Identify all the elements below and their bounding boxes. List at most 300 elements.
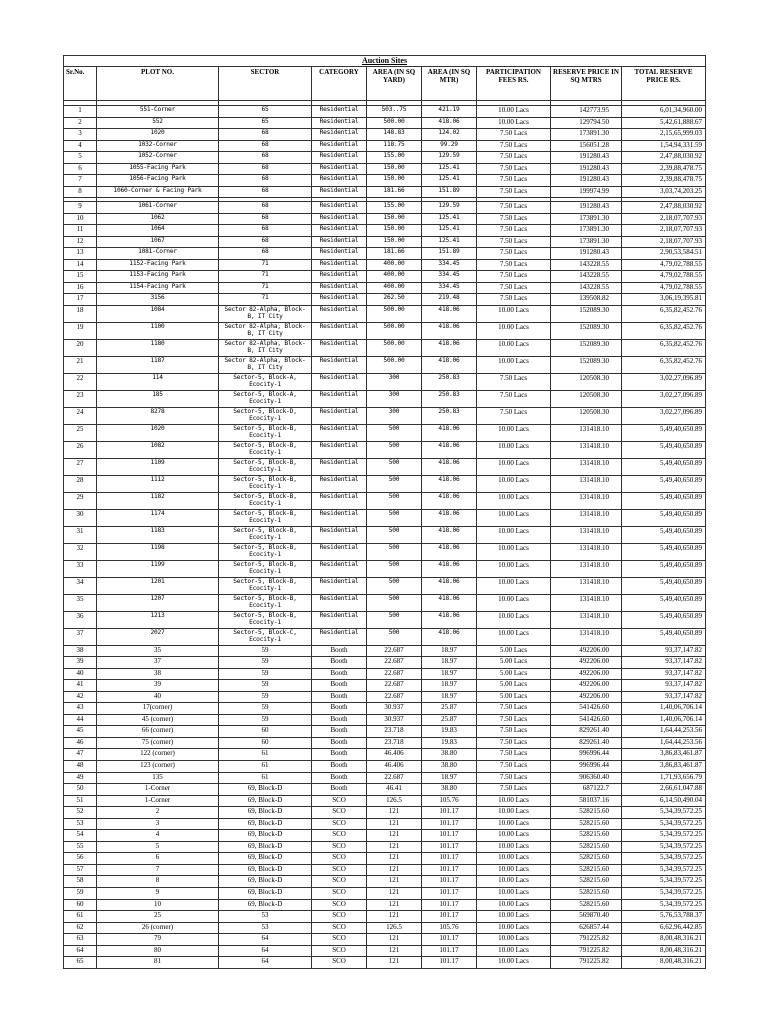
area-sq-yard-cell: 30.937 xyxy=(367,714,422,726)
column-header: Sr.No. xyxy=(64,67,97,101)
category-cell: SCO xyxy=(312,876,367,888)
area-sq-yard-cell: 181.66 xyxy=(367,248,422,260)
participation-fee-cell: 10.00 Lacs xyxy=(477,441,551,458)
reserve-price-cell: 528215.60 xyxy=(551,864,622,876)
plot-no-cell: 9 xyxy=(97,887,219,899)
reserve-price-cell: 191280.43 xyxy=(551,175,622,187)
area-sq-mtr-cell: 418.06 xyxy=(422,322,477,339)
reserve-price-cell: 541426.60 xyxy=(551,714,622,726)
category-cell: SCO xyxy=(312,830,367,842)
plot-no-cell: 1-Corner xyxy=(97,784,219,796)
total-reserve-price-cell: 5,49,40,650.89 xyxy=(622,594,706,611)
sr-no-cell: 46 xyxy=(64,737,97,749)
area-sq-yard-cell: 500 xyxy=(367,509,422,526)
reserve-price-cell: 131418.10 xyxy=(551,475,622,492)
category-cell: Residential xyxy=(312,225,367,237)
area-sq-yard-cell: 150.00 xyxy=(367,236,422,248)
column-header: CATEGORY xyxy=(312,67,367,101)
sector-cell: Sector-5, Block-B, Ecocity-1 xyxy=(219,509,312,526)
area-sq-yard-cell: 121 xyxy=(367,957,422,969)
plot-no-cell: 40 xyxy=(97,691,219,703)
total-reserve-price-cell: 3,02,27,096.89 xyxy=(622,373,706,390)
sr-no-cell: 37 xyxy=(64,628,97,645)
table-row xyxy=(64,373,706,390)
category-cell: Residential xyxy=(312,560,367,577)
area-sq-yard-cell: 500 xyxy=(367,611,422,628)
participation-fee-cell: 10.00 Lacs xyxy=(477,611,551,628)
sector-cell: Sector-5, Block-A, Ecocity-1 xyxy=(219,373,312,390)
sector-cell: 68 xyxy=(219,163,312,175)
participation-fee-cell: 10.00 Lacs xyxy=(477,830,551,842)
area-sq-mtr-cell: 125.41 xyxy=(422,175,477,187)
sector-cell: 53 xyxy=(219,911,312,923)
participation-fee-cell: 10.00 Lacs xyxy=(477,458,551,475)
reserve-price-cell: 120508.30 xyxy=(551,373,622,390)
participation-fee-cell: 7.50 Lacs xyxy=(477,703,551,715)
area-sq-yard-cell: 300 xyxy=(367,407,422,424)
total-reserve-price-cell: 93,37,147.82 xyxy=(622,645,706,657)
area-sq-yard-cell: 181.66 xyxy=(367,186,422,198)
plot-no-cell: 45 (corner) xyxy=(97,714,219,726)
sr-no-cell: 47 xyxy=(64,749,97,761)
participation-fee-cell: 10.00 Lacs xyxy=(477,899,551,911)
total-reserve-price-cell: 5,34,39,572.25 xyxy=(622,830,706,842)
area-sq-yard-cell: 22.687 xyxy=(367,680,422,692)
table-row xyxy=(64,441,706,458)
table-row xyxy=(64,407,706,424)
area-sq-yard-cell: 300 xyxy=(367,373,422,390)
area-sq-mtr-cell: 101.17 xyxy=(422,830,477,842)
reserve-price-cell: 528215.60 xyxy=(551,841,622,853)
participation-fee-cell: 7.50 Lacs xyxy=(477,282,551,294)
total-reserve-price-cell: 5,49,40,650.89 xyxy=(622,475,706,492)
category-cell: Residential xyxy=(312,186,367,198)
reserve-price-cell: 528215.60 xyxy=(551,807,622,819)
plot-no-cell: 35 xyxy=(97,645,219,657)
plot-no-cell: 122 (corner) xyxy=(97,749,219,761)
category-cell: SCO xyxy=(312,841,367,853)
sector-cell: 69, Block-D xyxy=(219,807,312,819)
total-reserve-price-cell: 6,35,82,452.76 xyxy=(622,356,706,373)
sr-no-cell: 5 xyxy=(64,152,97,164)
area-sq-yard-cell: 121 xyxy=(367,876,422,888)
plot-no-cell: 1-Corner xyxy=(97,795,219,807)
participation-fee-cell: 10.00 Lacs xyxy=(477,887,551,899)
sr-no-cell: 49 xyxy=(64,772,97,784)
category-cell: Residential xyxy=(312,509,367,526)
table-row xyxy=(64,509,706,526)
total-reserve-price-cell: 1,64,44,253.56 xyxy=(622,737,706,749)
reserve-price-cell: 152089.30 xyxy=(551,305,622,322)
table-row xyxy=(64,645,706,657)
category-cell: Residential xyxy=(312,282,367,294)
area-sq-mtr-cell: 105.76 xyxy=(422,795,477,807)
sector-cell: 60 xyxy=(219,726,312,738)
table-row xyxy=(64,668,706,680)
column-header: AREA (IN SQ YARD) xyxy=(367,67,422,101)
plot-no-cell: 1109 xyxy=(97,458,219,475)
table-row xyxy=(64,282,706,294)
sr-no-cell: 51 xyxy=(64,795,97,807)
table-row xyxy=(64,934,706,946)
area-sq-mtr-cell: 250.83 xyxy=(422,390,477,407)
total-reserve-price-cell: 5,49,40,650.89 xyxy=(622,526,706,543)
sector-cell: Sector-5, Block-B, Ecocity-1 xyxy=(219,611,312,628)
sector-cell: Sector-5, Block-B, Ecocity-1 xyxy=(219,560,312,577)
area-sq-yard-cell: 155.00 xyxy=(367,152,422,164)
reserve-price-cell: 152089.30 xyxy=(551,322,622,339)
sr-no-cell: 54 xyxy=(64,830,97,842)
participation-fee-cell: 10.00 Lacs xyxy=(477,106,551,118)
sector-cell: 68 xyxy=(219,129,312,141)
category-cell: Residential xyxy=(312,213,367,225)
sr-no-cell: 1 xyxy=(64,106,97,118)
area-sq-yard-cell: 121 xyxy=(367,887,422,899)
sr-no-cell: 43 xyxy=(64,703,97,715)
table-body xyxy=(64,101,706,969)
sector-cell: 71 xyxy=(219,259,312,271)
area-sq-yard-cell: 262.50 xyxy=(367,294,422,306)
sector-cell: 69, Block-D xyxy=(219,818,312,830)
participation-fee-cell: 7.50 Lacs xyxy=(477,163,551,175)
plot-no-cell: 1020 xyxy=(97,129,219,141)
participation-fee-cell: 7.50 Lacs xyxy=(477,213,551,225)
table-row xyxy=(64,475,706,492)
area-sq-yard-cell: 400.00 xyxy=(367,282,422,294)
category-cell: Booth xyxy=(312,714,367,726)
area-sq-yard-cell: 500 xyxy=(367,458,422,475)
area-sq-yard-cell: 300 xyxy=(367,390,422,407)
category-cell: Booth xyxy=(312,657,367,669)
plot-no-cell: 2027 xyxy=(97,628,219,645)
table-row xyxy=(64,140,706,152)
category-cell: SCO xyxy=(312,818,367,830)
total-reserve-price-cell: 2,47,88,030.92 xyxy=(622,152,706,164)
category-cell: SCO xyxy=(312,934,367,946)
sector-cell: 68 xyxy=(219,248,312,260)
total-reserve-price-cell: 93,37,147.82 xyxy=(622,657,706,669)
table-row xyxy=(64,784,706,796)
reserve-price-cell: 492206.00 xyxy=(551,691,622,703)
table-row xyxy=(64,458,706,475)
sr-no-cell: 24 xyxy=(64,407,97,424)
area-sq-mtr-cell: 19.83 xyxy=(422,726,477,738)
plot-no-cell: 6 xyxy=(97,853,219,865)
sr-no-cell: 41 xyxy=(64,680,97,692)
category-cell: Booth xyxy=(312,680,367,692)
participation-fee-cell: 10.00 Lacs xyxy=(477,876,551,888)
area-sq-mtr-cell: 38.80 xyxy=(422,784,477,796)
participation-fee-cell: 10.00 Lacs xyxy=(477,795,551,807)
reserve-price-cell: 143228.55 xyxy=(551,271,622,283)
area-sq-mtr-cell: 101.17 xyxy=(422,876,477,888)
area-sq-mtr-cell: 18.97 xyxy=(422,680,477,692)
area-sq-yard-cell: 118.75 xyxy=(367,140,422,152)
sector-cell: 65 xyxy=(219,117,312,129)
plot-no-cell: 1213 xyxy=(97,611,219,628)
total-reserve-price-cell: 5,34,39,572.25 xyxy=(622,864,706,876)
participation-fee-cell: 7.50 Lacs xyxy=(477,236,551,248)
category-cell: Booth xyxy=(312,772,367,784)
area-sq-mtr-cell: 418.06 xyxy=(422,577,477,594)
total-reserve-price-cell: 2,39,88,478.75 xyxy=(622,175,706,187)
area-sq-mtr-cell: 418.06 xyxy=(422,509,477,526)
category-cell: SCO xyxy=(312,922,367,934)
table-row xyxy=(64,492,706,509)
participation-fee-cell: 10.00 Lacs xyxy=(477,356,551,373)
table-title: Auction Sites xyxy=(63,55,706,66)
sr-no-cell: 25 xyxy=(64,424,97,441)
area-sq-mtr-cell: 219.48 xyxy=(422,294,477,306)
plot-no-cell: 1056-Facing Park xyxy=(97,175,219,187)
sr-no-cell: 39 xyxy=(64,657,97,669)
area-sq-yard-cell: 500.00 xyxy=(367,305,422,322)
sr-no-cell: 53 xyxy=(64,818,97,830)
sr-no-cell: 32 xyxy=(64,543,97,560)
plot-no-cell: 1183 xyxy=(97,526,219,543)
table-row xyxy=(64,760,706,772)
participation-fee-cell: 10.00 Lacs xyxy=(477,922,551,934)
area-sq-yard-cell: 500.00 xyxy=(367,356,422,373)
reserve-price-cell: 791225.82 xyxy=(551,945,622,957)
reserve-price-cell: 173891.30 xyxy=(551,236,622,248)
sector-cell: 71 xyxy=(219,294,312,306)
area-sq-yard-cell: 121 xyxy=(367,934,422,946)
plot-no-cell: 1201 xyxy=(97,577,219,594)
table-row xyxy=(64,703,706,715)
area-sq-yard-cell: 500 xyxy=(367,577,422,594)
area-sq-yard-cell: 22.687 xyxy=(367,772,422,784)
area-sq-yard-cell: 150.00 xyxy=(367,213,422,225)
table-row xyxy=(64,864,706,876)
category-cell: SCO xyxy=(312,864,367,876)
sector-cell: 60 xyxy=(219,737,312,749)
reserve-price-cell: 492206.00 xyxy=(551,668,622,680)
participation-fee-cell: 7.50 Lacs xyxy=(477,749,551,761)
area-sq-yard-cell: 121 xyxy=(367,830,422,842)
area-sq-mtr-cell: 101.17 xyxy=(422,934,477,946)
auction-sites-table xyxy=(63,55,706,969)
reserve-price-cell: 156051.28 xyxy=(551,140,622,152)
participation-fee-cell: 10.00 Lacs xyxy=(477,818,551,830)
category-cell: Residential xyxy=(312,129,367,141)
table-row xyxy=(64,680,706,692)
table-row xyxy=(64,186,706,198)
total-reserve-price-cell: 5,34,39,572.25 xyxy=(622,841,706,853)
total-reserve-price-cell: 5,42,61,888.67 xyxy=(622,117,706,129)
plot-no-cell: 1062 xyxy=(97,213,219,225)
area-sq-mtr-cell: 151.89 xyxy=(422,248,477,260)
plot-no-cell: 1174 xyxy=(97,509,219,526)
sector-cell: Sector 82-Alpha, Block-B, IT City xyxy=(219,339,312,356)
table-row xyxy=(64,322,706,339)
sector-cell: 69, Block-D xyxy=(219,853,312,865)
plot-no-cell: 1112 xyxy=(97,475,219,492)
plot-no-cell: 123 (corner) xyxy=(97,760,219,772)
total-reserve-price-cell: 6,01,34,960.00 xyxy=(622,106,706,118)
sr-no-cell: 19 xyxy=(64,322,97,339)
table-row xyxy=(64,957,706,969)
participation-fee-cell: 5.00 Lacs xyxy=(477,680,551,692)
total-reserve-price-cell: 1,40,06,706.14 xyxy=(622,714,706,726)
sector-cell: 68 xyxy=(219,213,312,225)
plot-no-cell: 39 xyxy=(97,680,219,692)
area-sq-yard-cell: 121 xyxy=(367,807,422,819)
table-row xyxy=(64,611,706,628)
total-reserve-price-cell: 5,49,40,650.89 xyxy=(622,509,706,526)
sr-no-cell: 23 xyxy=(64,390,97,407)
table-row xyxy=(64,594,706,611)
area-sq-yard-cell: 121 xyxy=(367,899,422,911)
total-reserve-price-cell: 2,39,88,478.75 xyxy=(622,163,706,175)
sr-no-cell: 18 xyxy=(64,305,97,322)
area-sq-mtr-cell: 250.83 xyxy=(422,373,477,390)
plot-no-cell: 1198 xyxy=(97,543,219,560)
reserve-price-cell: 131418.10 xyxy=(551,611,622,628)
category-cell: Residential xyxy=(312,407,367,424)
category-cell: Residential xyxy=(312,236,367,248)
header-row xyxy=(64,67,706,101)
plot-no-cell: 66 (corner) xyxy=(97,726,219,738)
area-sq-yard-cell: 121 xyxy=(367,864,422,876)
participation-fee-cell: 10.00 Lacs xyxy=(477,526,551,543)
table-row xyxy=(64,772,706,784)
area-sq-yard-cell: 500 xyxy=(367,475,422,492)
reserve-price-cell: 581037.16 xyxy=(551,795,622,807)
total-reserve-price-cell: 4,79,02,788.55 xyxy=(622,282,706,294)
reserve-price-cell: 528215.60 xyxy=(551,818,622,830)
table-row xyxy=(64,225,706,237)
participation-fee-cell: 10.00 Lacs xyxy=(477,957,551,969)
sr-no-cell: 45 xyxy=(64,726,97,738)
sector-cell: Sector 82-Alpha, Block-B, IT City xyxy=(219,305,312,322)
total-reserve-price-cell: 5,49,40,650.89 xyxy=(622,560,706,577)
plot-no-cell: 1064 xyxy=(97,225,219,237)
area-sq-mtr-cell: 418.06 xyxy=(422,611,477,628)
table-row xyxy=(64,152,706,164)
plot-no-cell: 1082 xyxy=(97,441,219,458)
area-sq-mtr-cell: 334.45 xyxy=(422,282,477,294)
participation-fee-cell: 7.50 Lacs xyxy=(477,186,551,198)
total-reserve-price-cell: 5,49,40,650.89 xyxy=(622,611,706,628)
category-cell: Residential xyxy=(312,294,367,306)
participation-fee-cell: 5.00 Lacs xyxy=(477,657,551,669)
total-reserve-price-cell: 6,35,82,452.76 xyxy=(622,322,706,339)
area-sq-yard-cell: 148.83 xyxy=(367,129,422,141)
area-sq-yard-cell: 500.00 xyxy=(367,339,422,356)
reserve-price-cell: 131418.10 xyxy=(551,560,622,577)
reserve-price-cell: 541426.60 xyxy=(551,703,622,715)
reserve-price-cell: 996996.44 xyxy=(551,749,622,761)
area-sq-mtr-cell: 418.06 xyxy=(422,526,477,543)
reserve-price-cell: 492206.00 xyxy=(551,680,622,692)
reserve-price-cell: 528215.60 xyxy=(551,830,622,842)
sector-cell: 65 xyxy=(219,106,312,118)
category-cell: Residential xyxy=(312,577,367,594)
reserve-price-cell: 996996.44 xyxy=(551,760,622,772)
participation-fee-cell: 10.00 Lacs xyxy=(477,853,551,865)
plot-no-cell: 80 xyxy=(97,945,219,957)
table-row xyxy=(64,213,706,225)
table-row xyxy=(64,691,706,703)
area-sq-yard-cell: 126.5 xyxy=(367,922,422,934)
sr-no-cell: 28 xyxy=(64,475,97,492)
column-header: SECTOR xyxy=(219,67,312,101)
category-cell: Booth xyxy=(312,737,367,749)
total-reserve-price-cell: 2,18,07,707.93 xyxy=(622,225,706,237)
participation-fee-cell: 7.50 Lacs xyxy=(477,140,551,152)
area-sq-yard-cell: 400.00 xyxy=(367,259,422,271)
plot-no-cell: 1055-Facing Park xyxy=(97,163,219,175)
reserve-price-cell: 120508.30 xyxy=(551,407,622,424)
table-row xyxy=(64,726,706,738)
participation-fee-cell: 7.50 Lacs xyxy=(477,202,551,214)
plot-no-cell: 5 xyxy=(97,841,219,853)
category-cell: SCO xyxy=(312,795,367,807)
area-sq-yard-cell: 500.00 xyxy=(367,322,422,339)
category-cell: Residential xyxy=(312,390,367,407)
total-reserve-price-cell: 6,35,82,452.76 xyxy=(622,339,706,356)
area-sq-yard-cell: 500 xyxy=(367,628,422,645)
category-cell: Residential xyxy=(312,492,367,509)
total-reserve-price-cell: 2,18,07,707.93 xyxy=(622,236,706,248)
total-reserve-price-cell: 5,34,39,572.25 xyxy=(622,818,706,830)
area-sq-yard-cell: 150.00 xyxy=(367,175,422,187)
participation-fee-cell: 10.00 Lacs xyxy=(477,945,551,957)
sr-no-cell: 11 xyxy=(64,225,97,237)
sr-no-cell: 27 xyxy=(64,458,97,475)
sector-cell: 69, Block-D xyxy=(219,795,312,807)
area-sq-yard-cell: 22.687 xyxy=(367,668,422,680)
category-cell: SCO xyxy=(312,945,367,957)
participation-fee-cell: 7.50 Lacs xyxy=(477,737,551,749)
participation-fee-cell: 10.00 Lacs xyxy=(477,117,551,129)
sr-no-cell: 30 xyxy=(64,509,97,526)
table-row xyxy=(64,922,706,934)
category-cell: Booth xyxy=(312,784,367,796)
area-sq-mtr-cell: 418.06 xyxy=(422,305,477,322)
reserve-price-cell: 173891.30 xyxy=(551,225,622,237)
table-row xyxy=(64,714,706,726)
table-row xyxy=(64,737,706,749)
plot-no-cell: 1182 xyxy=(97,492,219,509)
total-reserve-price-cell: 5,49,40,650.89 xyxy=(622,441,706,458)
category-cell: Booth xyxy=(312,749,367,761)
sector-cell: 59 xyxy=(219,703,312,715)
table-row xyxy=(64,628,706,645)
area-sq-mtr-cell: 418.06 xyxy=(422,441,477,458)
area-sq-yard-cell: 503..75 xyxy=(367,106,422,118)
reserve-price-cell: 791225.82 xyxy=(551,957,622,969)
category-cell: Booth xyxy=(312,726,367,738)
total-reserve-price-cell: 3,86,83,461.87 xyxy=(622,749,706,761)
participation-fee-cell: 5.00 Lacs xyxy=(477,691,551,703)
reserve-price-cell: 829261.40 xyxy=(551,726,622,738)
sector-cell: 64 xyxy=(219,957,312,969)
participation-fee-cell: 10.00 Lacs xyxy=(477,424,551,441)
sector-cell: Sector-5, Block-C, Ecocity-1 xyxy=(219,628,312,645)
participation-fee-cell: 7.50 Lacs xyxy=(477,294,551,306)
sector-cell: Sector-5, Block-B, Ecocity-1 xyxy=(219,424,312,441)
table-row xyxy=(64,356,706,373)
area-sq-yard-cell: 22.687 xyxy=(367,691,422,703)
table-row xyxy=(64,749,706,761)
participation-fee-cell: 7.50 Lacs xyxy=(477,407,551,424)
sector-cell: 69, Block-D xyxy=(219,864,312,876)
table-row xyxy=(64,853,706,865)
area-sq-mtr-cell: 124.02 xyxy=(422,129,477,141)
reserve-price-cell: 131418.10 xyxy=(551,424,622,441)
